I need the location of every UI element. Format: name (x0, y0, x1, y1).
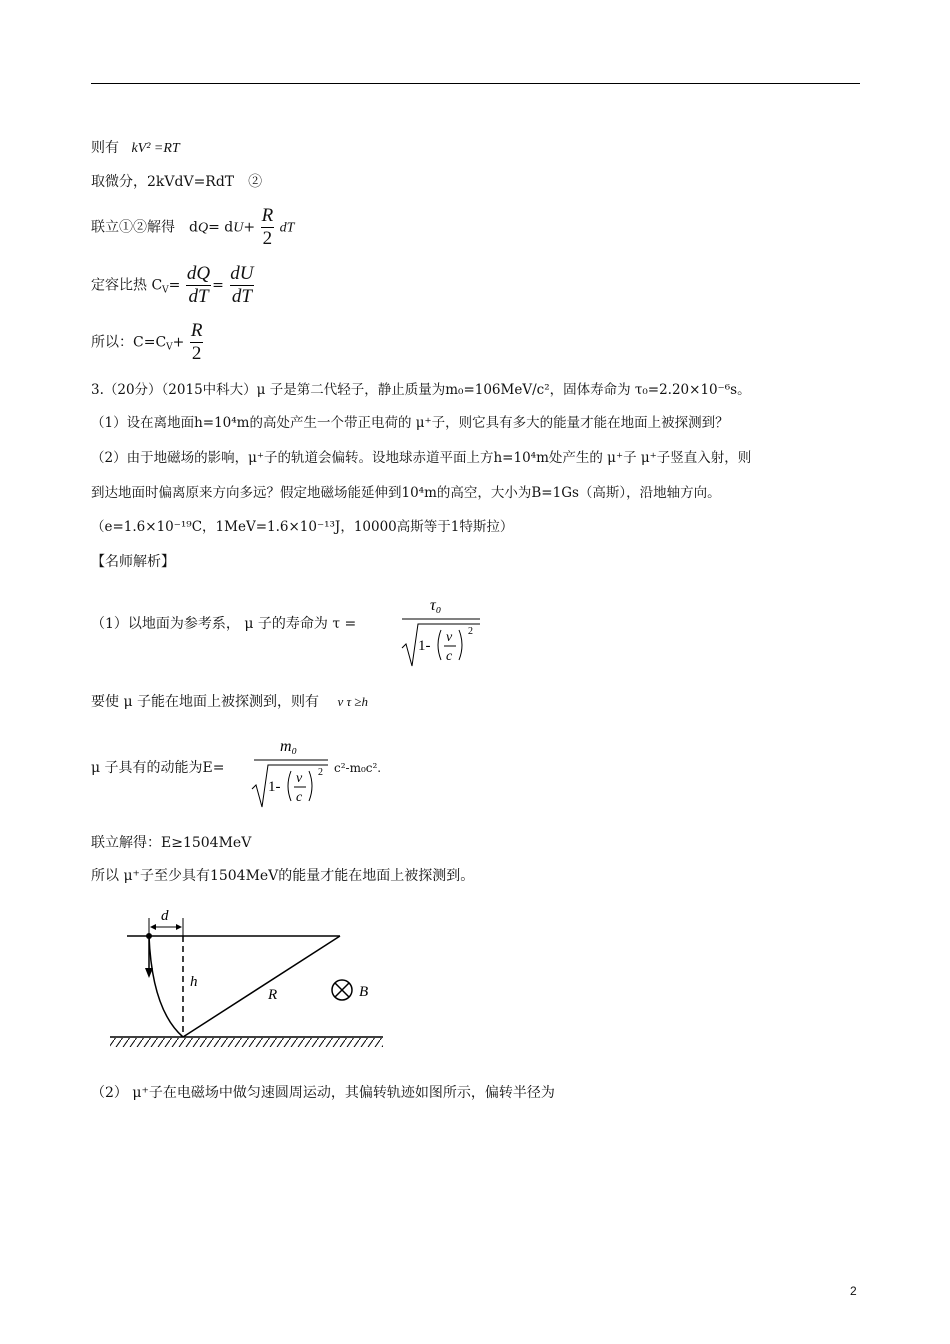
line3-plus: + (243, 219, 256, 236)
analysis-line-3 (91, 759, 225, 777)
problem-3-constants: （e=1.6×10⁻¹⁹C，1MeV=1.6×10⁻¹³J，10000高斯等于1特斯拉） (91, 519, 514, 535)
energy-square: 2 (318, 767, 323, 778)
text-line-3 (91, 205, 294, 250)
line4-fraction-dq-dt (185, 263, 212, 308)
tau-square: 2 (468, 626, 473, 637)
line5-fraction (189, 320, 205, 365)
text-line-5 (91, 320, 204, 365)
line5-prefix: 所以：C=C (91, 334, 167, 351)
problem-3-question-2a: （2）由于地磁场的影响，μ⁺子的轨道会偏转。设地球赤道平面上方h=10⁴m处产生的 μ⁺子 μ⁺子竖直入射，则 (91, 450, 752, 466)
line3-mid: = d (208, 219, 234, 236)
line3-fraction (260, 205, 276, 250)
energy-c: c (296, 790, 303, 805)
line4-fraction-du-dt (228, 263, 255, 308)
problem-3-statement: 3.（20分）（2015中科大）μ 子是第二代轻子，静止质量为m₀=106MeV/c²，固体寿命为 τ₀=2.20×10⁻⁶s。 (91, 382, 751, 398)
text-line-4 (91, 263, 256, 308)
line4-eq2: = (212, 277, 224, 294)
tau-formula (398, 592, 484, 672)
line4-f1-den: dT (188, 286, 209, 307)
tau-right-paren (459, 630, 462, 660)
tau-c: c (446, 649, 453, 664)
line5-sub: V (166, 342, 173, 353)
line4-f2-num: dU (230, 263, 254, 284)
page-number: 2 (850, 1284, 857, 1298)
line3-frac-num: R (261, 205, 274, 226)
line1-equation: kV² =RT (131, 141, 180, 156)
line4-sub: V (162, 285, 169, 296)
line3-prefix: 联立①②解得 d (91, 219, 198, 236)
line3-q: Q (197, 220, 209, 236)
analysis-line-1 (91, 615, 356, 633)
problem-3-question-2b: 到达地面时偏离原来方向多远？假定地磁场能延伸到10⁴m的高空，大小为B=1Gs（高斯），沿地轴方向。 (91, 485, 721, 501)
deflection-figure (100, 900, 400, 1055)
d-arrow-left (150, 924, 156, 930)
analysis1-prefix: （1）以地面为参考系， μ 子的寿命为 τ = (91, 616, 357, 632)
label-h: h (190, 974, 198, 990)
d-arrow-right (176, 924, 182, 930)
energy-formula (250, 733, 332, 813)
analysis-line-4: 联立解得：E≥1504MeV (91, 835, 252, 851)
line1-prefix: 则有 (91, 140, 119, 156)
tau-numerator: τ₀ (430, 597, 442, 614)
line4-prefix: 定容比热 C (91, 277, 163, 294)
text-line-2 (91, 173, 262, 191)
label-B: B (359, 984, 369, 1000)
problem-3-question-1: （1）设在离地面h=10⁴m的高处产生一个带正电荷的 μ⁺子，则它具有多大的能量才能在地面上被探测到？ (91, 415, 729, 431)
analysis2-prefix: 要使 μ 子能在地面上被探测到，则有 (91, 694, 319, 710)
analysis-heading: 【名师解析】 (91, 554, 175, 570)
energy-v: v (296, 771, 303, 786)
header-rule (91, 83, 860, 84)
line4-f1-num: dQ (186, 263, 211, 284)
energy-one-minus: 1- (268, 779, 281, 795)
tau-one-minus: 1- (418, 638, 431, 654)
tau-v: v (446, 630, 453, 645)
line3-frac-den: 2 (262, 228, 273, 249)
line3-tail: dT (279, 220, 295, 236)
line5-frac-den: 2 (191, 343, 202, 364)
analysis2-inequality: v τ ≥h (337, 694, 369, 709)
line2-text: 取微分，2kVdV=RdT ② (91, 174, 263, 190)
text-line-1 (91, 139, 180, 158)
energy-right-paren (309, 771, 312, 801)
energy-numerator: m₀ (280, 738, 298, 755)
analysis-line-6: （2） μ⁺子在电磁场中做匀速圆周运动，其偏转轨迹如图所示，偏转半径为 (91, 1085, 555, 1101)
radius-line (183, 936, 340, 1037)
trajectory-arc (149, 936, 183, 1037)
analysis3-prefix: μ 子具有的动能为E= (91, 760, 225, 776)
energy-tail: c²-m₀c². (334, 761, 382, 775)
line3-u: U (233, 220, 244, 236)
label-R: R (268, 987, 278, 1003)
line5-frac-num: R (190, 320, 203, 341)
line5-plus: + (172, 334, 185, 351)
analysis-line-5: 所以 μ⁺子至少具有1504MeV的能量才能在地面上被探测到。 (91, 868, 475, 884)
analysis-line-2 (91, 693, 368, 711)
energy-sqrt-sign (252, 765, 328, 807)
line4-eq: = (168, 277, 181, 294)
tau-left-paren (438, 630, 441, 660)
energy-left-paren (288, 771, 291, 801)
line4-f2-den: dT (231, 286, 252, 307)
label-d: d (161, 908, 169, 924)
ground-hatching (110, 1038, 383, 1047)
